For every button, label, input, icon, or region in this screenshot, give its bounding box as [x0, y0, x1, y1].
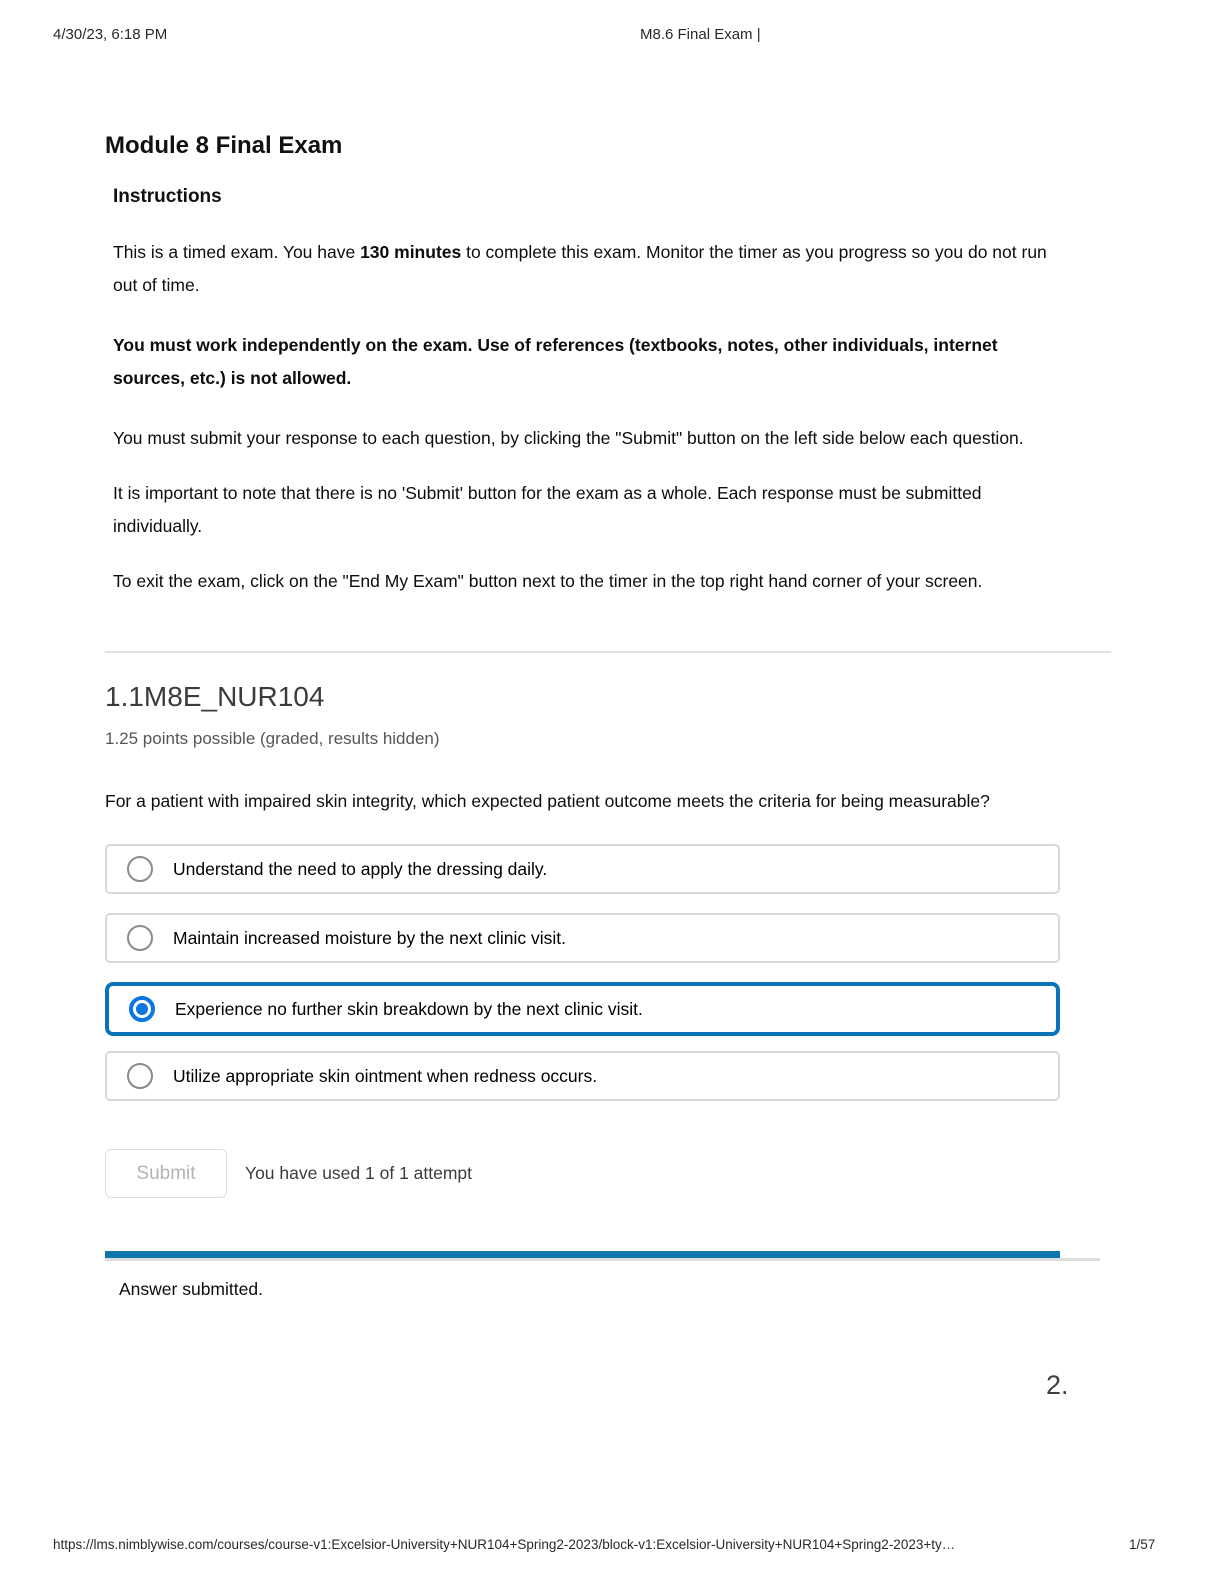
paragraph-text: to complete this exam. Monitor the timer as you progress so you do not run out of time.: [113, 242, 1047, 295]
instructions-paragraph-timed: [113, 236, 1071, 302]
exam-page: [105, 132, 1115, 1306]
print-footer-page-indicator: 1/57: [1129, 1537, 1156, 1552]
answer-option-label: Understand the need to apply the dressing daily.: [173, 858, 548, 879]
instructions-heading: Instructions: [113, 186, 222, 207]
radio-checked-icon[interactable]: [129, 996, 155, 1022]
page-title: Module 8 Final Exam: [105, 132, 343, 159]
answer-option-label: Maintain increased moisture by the next clinic visit.: [173, 927, 566, 948]
question-progress-bar: [105, 1251, 1115, 1261]
print-header-datetime: 4/30/23, 6:18 PM: [53, 26, 168, 43]
question-id-heading: 1.1M8E_NUR104: [105, 681, 325, 712]
answer-option-label: Experience no further skin breakdown by the next clinic visit.: [175, 998, 643, 1019]
radio-unchecked-icon[interactable]: [127, 925, 153, 951]
radio-unchecked-icon[interactable]: [127, 1063, 153, 1089]
answer-submitted-status: Answer submitted.: [119, 1279, 263, 1299]
print-footer-url: https://lms.nimblywise.com/courses/course-v1:Excelsior-University+NUR104+Spring2-2023/block-v1:Excelsior-University+NUR104+Spring2-2023+ty…: [53, 1537, 956, 1552]
question-prompt: For a patient with impaired skin integrity, which expected patient outcome meets the criteria for being measurable?: [105, 791, 990, 811]
progress-bar-track: [105, 1258, 1100, 1261]
question-points-text: 1.25 points possible (graded, results hidden): [105, 729, 440, 748]
submit-row: [105, 1149, 1115, 1198]
next-question-number: 2.: [1046, 1370, 1069, 1400]
print-header-doc-title: M8.6 Final Exam |: [640, 26, 761, 43]
answer-option-1[interactable]: [105, 844, 1060, 894]
section-divider: [105, 651, 1111, 653]
instructions-paragraph-no-whole-submit: It is important to note that there is no 'Submit' button for the exam as a whole. Each response must be submitted individually.: [113, 483, 982, 536]
answer-option-3-selected[interactable]: [105, 982, 1060, 1036]
instructions-paragraph-exit: To exit the exam, click on the "End My Exam" button next to the timer in the top right hand corner of your screen.: [113, 571, 983, 591]
instructions-paragraph-submit: You must submit your response to each question, by clicking the "Submit" button on the left side below each question.: [113, 428, 1024, 448]
answer-option-4[interactable]: [105, 1051, 1060, 1101]
answer-options-group: [105, 844, 1115, 1101]
radio-unchecked-icon[interactable]: [127, 856, 153, 882]
answer-option-2[interactable]: [105, 913, 1060, 963]
attempts-used-text: You have used 1 of 1 attempt: [245, 1163, 473, 1183]
submit-button[interactable]: Submit: [105, 1149, 227, 1198]
answer-option-label: Utilize appropriate skin ointment when redness occurs.: [173, 1065, 598, 1086]
timed-minutes-bold: 130 minutes: [360, 242, 462, 262]
instructions-paragraph-independent: You must work independently on the exam. Use of references (textbooks, notes, other individuals, internet sources, etc.) is not allowed.: [113, 335, 998, 388]
paragraph-text: This is a timed exam. You have: [113, 242, 361, 262]
progress-bar-fill: [105, 1251, 1060, 1258]
